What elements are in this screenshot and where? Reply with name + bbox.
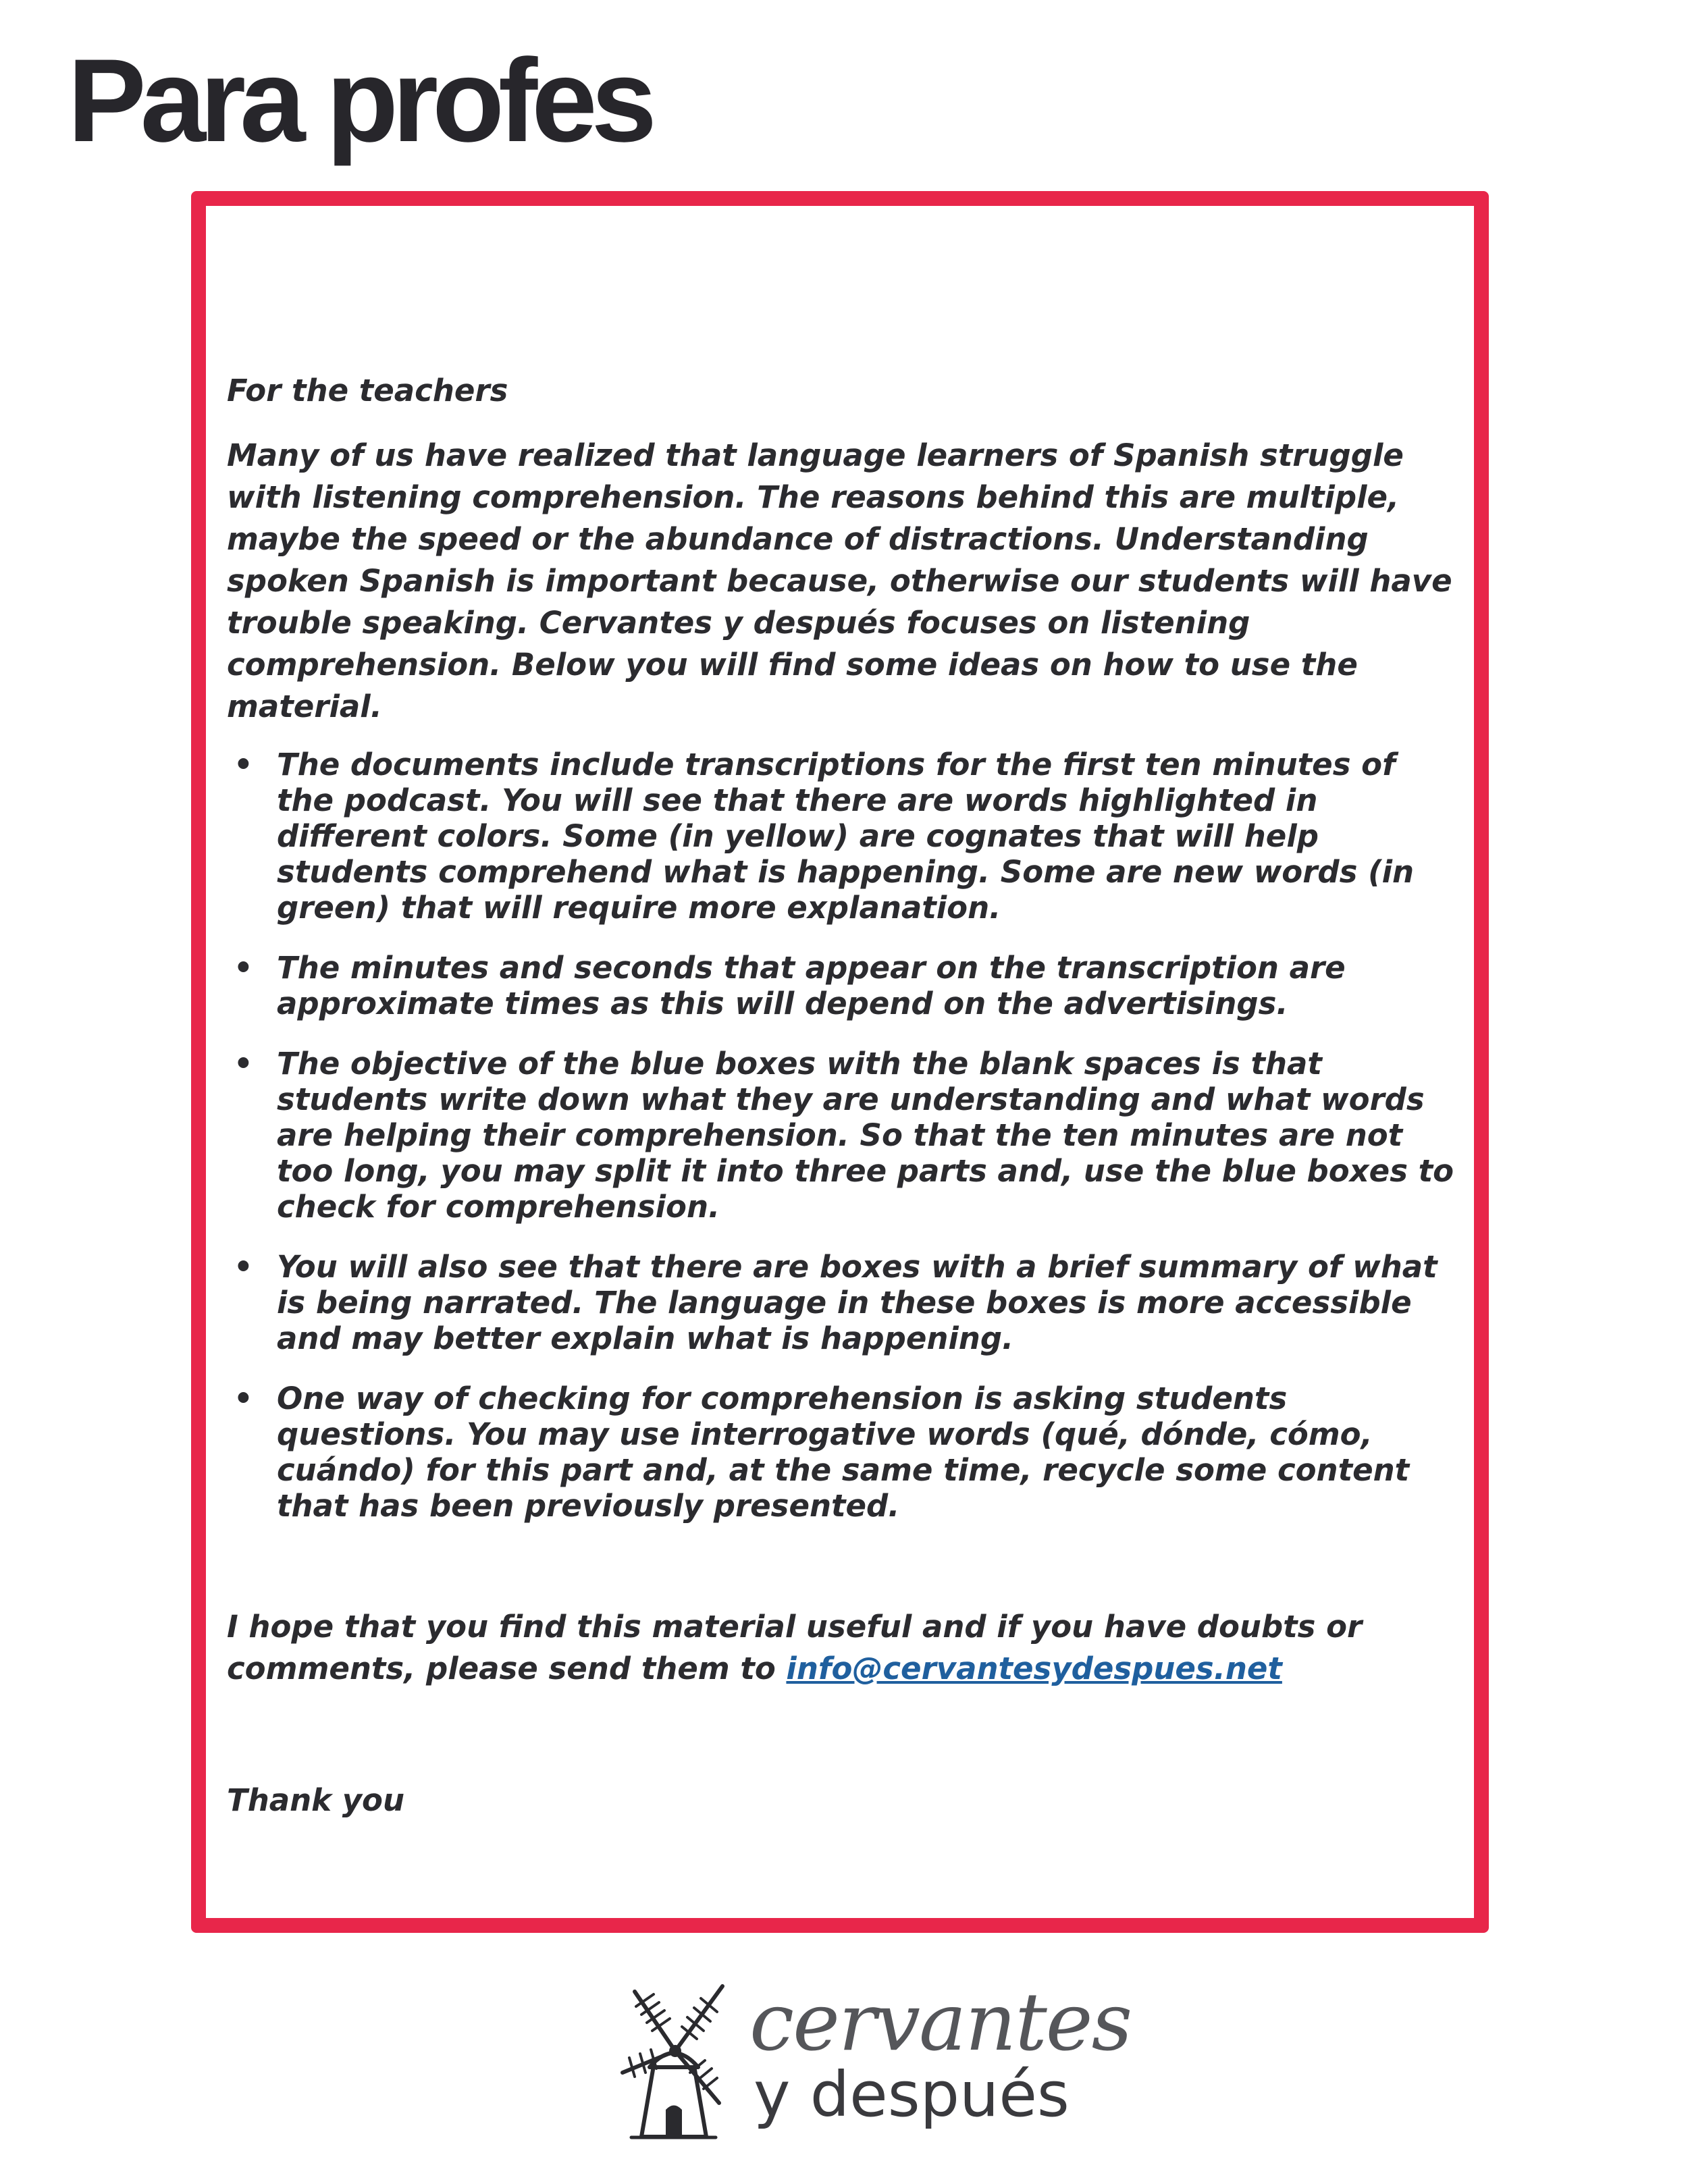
intro-paragraph: Many of us have realized that language learners of Spanish struggle with listening comprehension. The reasons behind this are multiple, maybe the speed or the abundance of distractions. Understanding spoken Spanish is important because, otherwise our students will have trouble speaking. Cervantes y después focuses on listening comprehension. Below you will find some ideas on how to use the material. <box>227 437 1452 724</box>
email-link[interactable]: info@cervantesydespues.net <box>786 1651 1282 1686</box>
list-item <box>227 1046 1462 1225</box>
greeting: For the teachers <box>227 373 508 408</box>
bullet-icon: • <box>234 1249 253 1285</box>
logo-wordmark <box>749 1975 1132 2140</box>
bullet-icon: • <box>234 747 253 782</box>
list-item-text: The minutes and seconds that appear on the transcription are approximate times as this will depend on the advertisings. <box>277 950 1346 1021</box>
closing-paragraph <box>227 1606 1462 1690</box>
brand-logo <box>614 1971 1132 2147</box>
tips-list <box>227 747 1462 1524</box>
closing-text: I hope that you find this material useful and if you have doubts or comments, please send them to <box>227 1609 1363 1686</box>
list-item <box>227 1381 1462 1524</box>
list-item <box>227 950 1462 1021</box>
list-item-text: You will also see that there are boxes with a brief summary of what is being narrated. The language in these boxes is more accessible and may better explain what is happening. <box>277 1249 1438 1356</box>
page-title: Para profes <box>68 35 651 167</box>
list-item-text: The documents include transcriptions for the first ten minutes of the podcast. You will see that there are words highlighted in different colors. Some (in yellow) are cognates that will help students comprehend what is happening. Some are new words (in green) that will require more explanation. <box>277 747 1415 926</box>
list-item <box>227 747 1462 926</box>
list-item-text: One way of checking for comprehension is asking students questions. You may use interrogative words (qué, dónde, cómo, cuándo) for this part and, at the same time, recycle some content that has been previously presented. <box>277 1381 1410 1524</box>
bullet-icon: • <box>234 950 253 986</box>
logo-word-y-despues: y después <box>754 2058 1070 2131</box>
list-item-text: The objective of the blue boxes with the blank spaces is that students write down what they are understanding and what words are helping their comprehension. So that the ten minutes are not too long, you may split it into three parts and, use the blue boxes to check for comprehension. <box>277 1046 1454 1225</box>
windmill-icon <box>614 1971 743 2140</box>
bullet-icon: • <box>234 1381 253 1416</box>
list-item <box>227 1249 1462 1356</box>
bullet-icon: • <box>234 1046 253 1082</box>
logo-word-cervantes: cervantes <box>749 1975 1132 2069</box>
letter-content <box>227 370 1462 1821</box>
sign-off: Thank you <box>227 1782 405 1818</box>
